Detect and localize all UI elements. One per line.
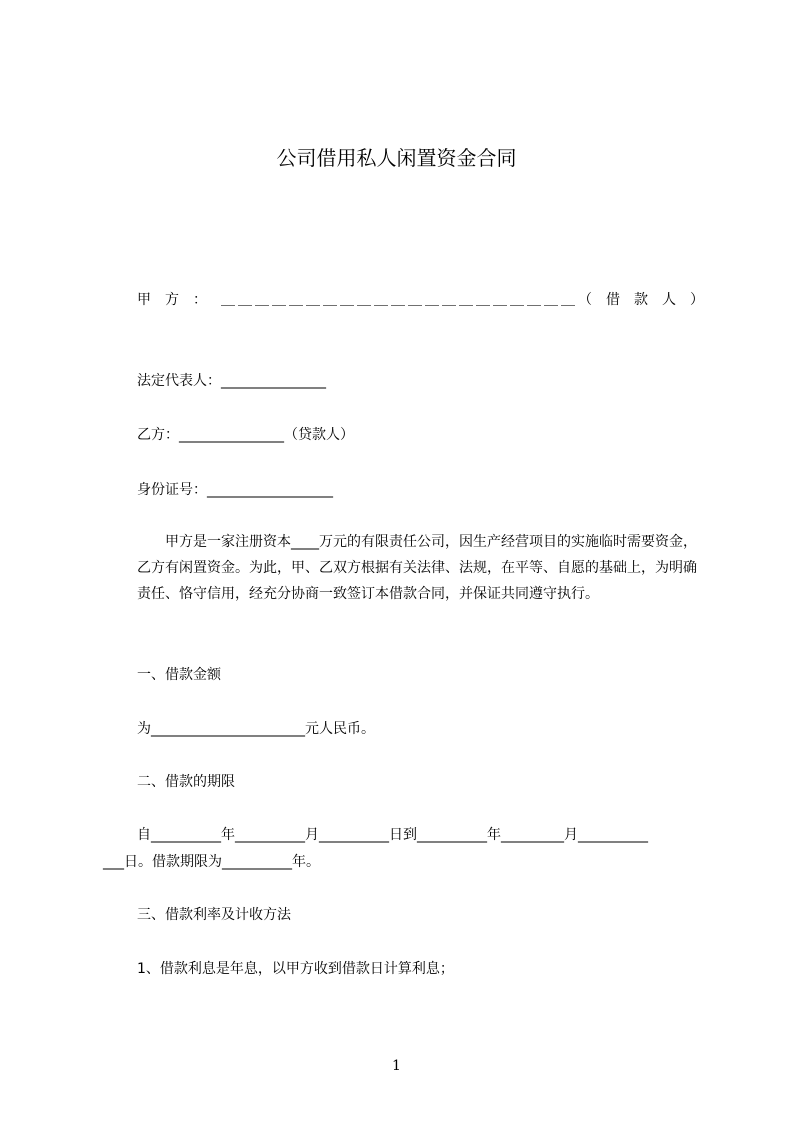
section-3-heading: 三、借款利率及计收方法 [137,907,291,923]
section-2-line-1: 自__________年__________月__________日到__________年_________月__________ [137,827,648,843]
document-title: 公司借用私人闲置资金合同 [276,146,517,170]
section-3-item-1: 1、借款利息是年息，以甲方收到借款日计算利息； [137,961,454,977]
page-number: 1 [392,1058,401,1074]
section-2-line-2: ___日。借款期限为__________年。 [103,854,320,870]
intro-paragraph: 甲方是一家注册资本____万元的有限责任公司，因生产经营项目的实施临时需要资金，乙方有闲置资金。为此，甲、乙双方根据有关法律、法规，在平等、自愿的基础上，为明确责任、恪守信用，经充分协商一致签订本借款合同，并保证共同遵守执行。 [137,534,697,602]
legal-representative-line: 法定代表人：_______________ [137,373,326,389]
party-b-line: 乙方：_______________（贷款人） [137,427,354,443]
section-1-body: 为______________________元人民币。 [137,721,375,737]
party-a-label: 甲方： [137,292,221,308]
party-a-role: （借款人） [578,292,718,308]
section-2-heading: 二、借款的期限 [137,774,235,790]
party-a-line [137,291,718,309]
section-1-heading: 一、借款金额 [137,667,221,683]
id-number-line: 身份证号：__________________ [137,482,333,498]
party-a-blank: ＿＿＿＿＿＿＿＿＿＿＿＿＿＿＿＿＿＿＿＿＿ [221,292,578,308]
